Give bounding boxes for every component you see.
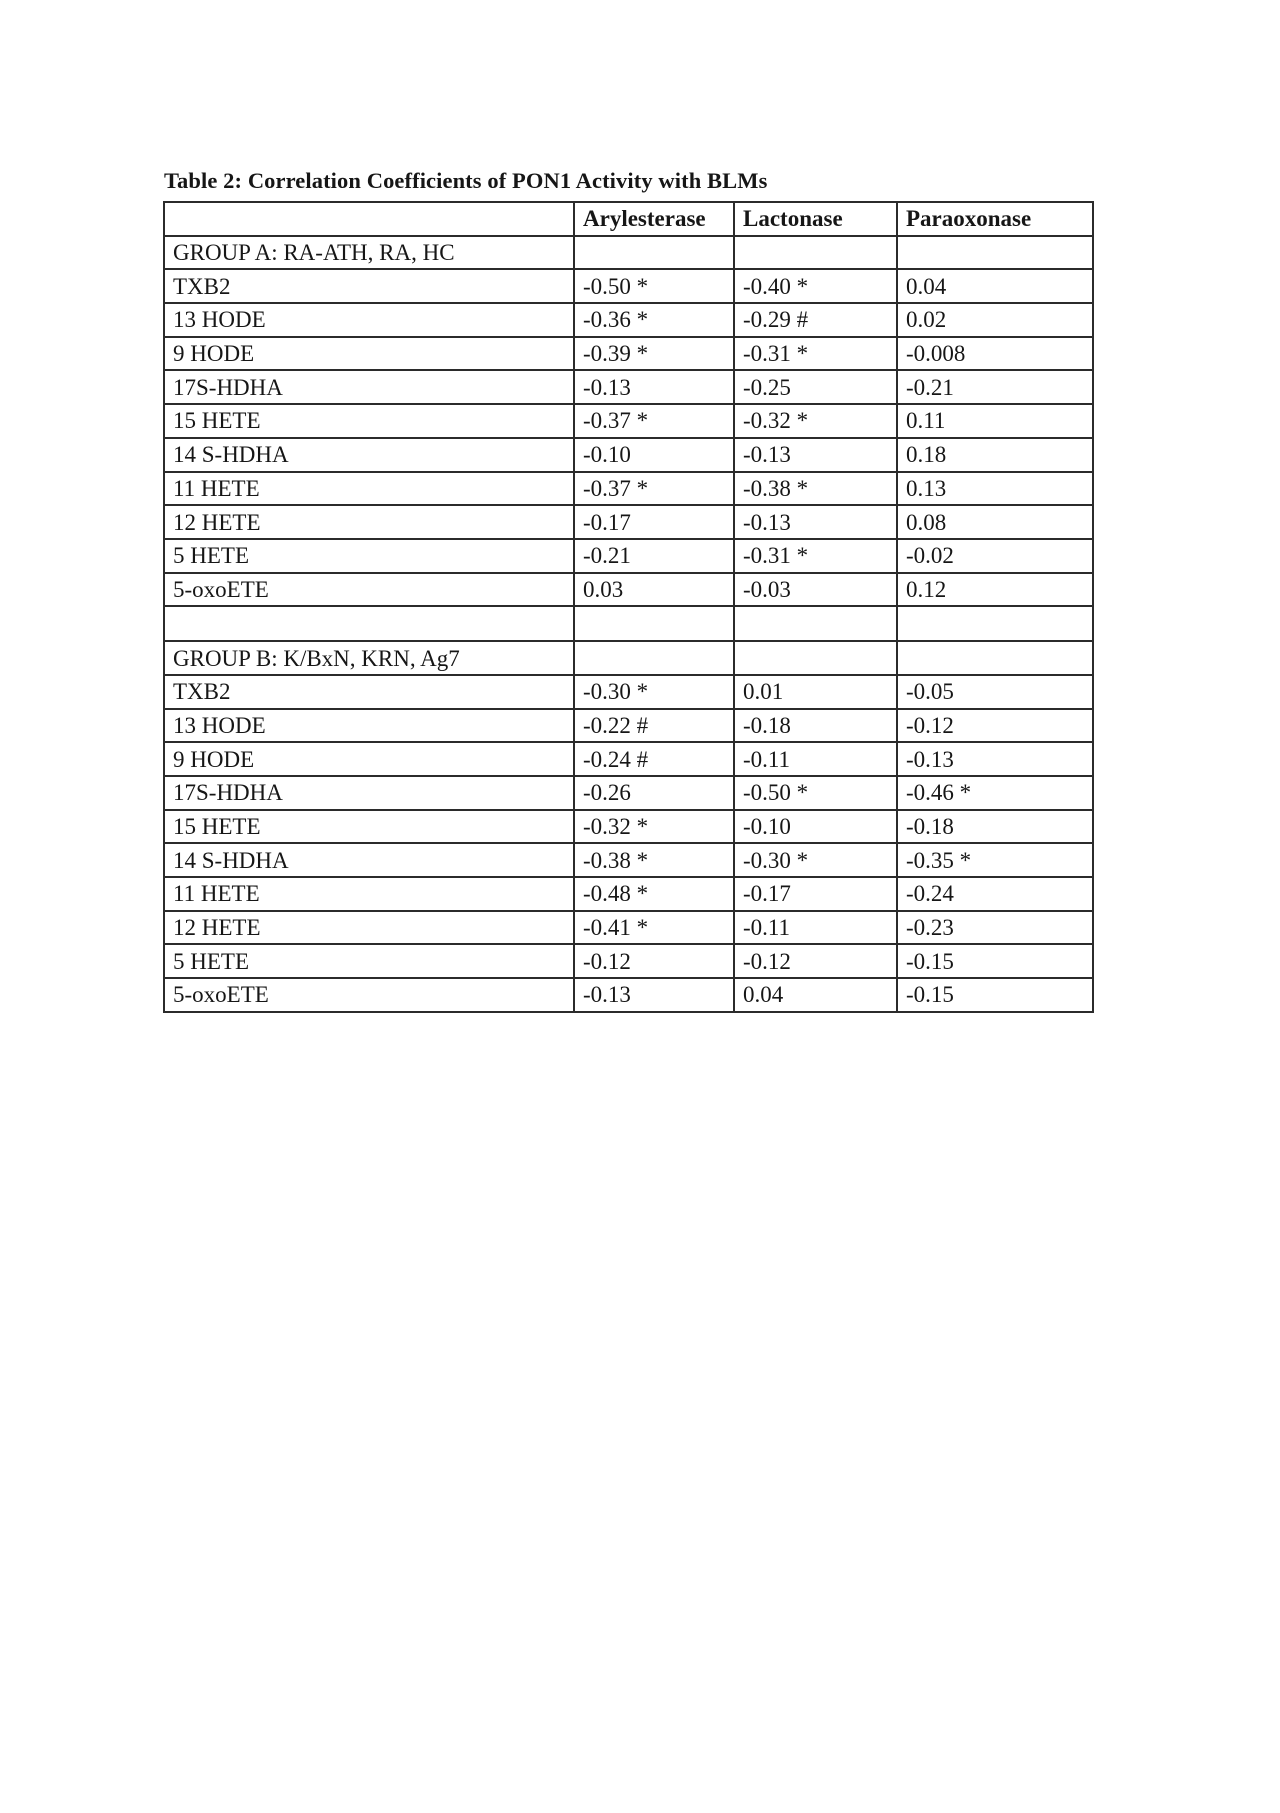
empty-cell	[897, 606, 1093, 641]
value-cell: -0.30 *	[574, 675, 734, 709]
value-cell: -0.15	[897, 944, 1093, 978]
row-label: 11 HETE	[164, 877, 574, 911]
row-label: 5-oxoETE	[164, 978, 574, 1012]
value-cell: 0.03	[574, 573, 734, 607]
value-cell: -0.31 *	[734, 337, 897, 371]
column-header-row	[164, 202, 1093, 236]
value-cell: -0.46 *	[897, 776, 1093, 810]
value-cell: -0.18	[897, 810, 1093, 844]
value-cell: -0.11	[734, 911, 897, 945]
table-row	[164, 776, 1093, 810]
value-cell: -0.21	[897, 370, 1093, 404]
value-cell: 0.18	[897, 438, 1093, 472]
empty-cell	[897, 641, 1093, 675]
empty-cell	[734, 641, 897, 675]
value-cell: -0.48 *	[574, 877, 734, 911]
empty-cell	[574, 641, 734, 675]
value-cell: -0.12	[574, 944, 734, 978]
empty-cell	[164, 606, 574, 641]
value-cell: -0.37 *	[574, 404, 734, 438]
value-cell: -0.02	[897, 539, 1093, 573]
column-header-lactonase: Lactonase	[734, 202, 897, 236]
group-header-row	[164, 641, 1093, 675]
empty-cell	[574, 606, 734, 641]
table-row	[164, 505, 1093, 539]
value-cell: -0.32 *	[574, 810, 734, 844]
value-cell: -0.13	[734, 438, 897, 472]
column-header-arylesterase: Arylesterase	[574, 202, 734, 236]
value-cell: -0.50 *	[734, 776, 897, 810]
table-row	[164, 675, 1093, 709]
row-label: TXB2	[164, 269, 574, 303]
value-cell: -0.10	[734, 810, 897, 844]
value-cell: -0.37 *	[574, 472, 734, 506]
table-row	[164, 810, 1093, 844]
row-label: 9 HODE	[164, 337, 574, 371]
row-label: 13 HODE	[164, 303, 574, 337]
value-cell: -0.35 *	[897, 843, 1093, 877]
row-label: 11 HETE	[164, 472, 574, 506]
value-cell: -0.15	[897, 978, 1093, 1012]
row-label: 5 HETE	[164, 944, 574, 978]
value-cell: -0.11	[734, 742, 897, 776]
row-label: 17S-HDHA	[164, 370, 574, 404]
table-row	[164, 404, 1093, 438]
row-label: 14 S-HDHA	[164, 438, 574, 472]
value-cell: -0.12	[734, 944, 897, 978]
value-cell: -0.10	[574, 438, 734, 472]
row-label: 12 HETE	[164, 505, 574, 539]
value-cell: -0.18	[734, 709, 897, 743]
table-row	[164, 303, 1093, 337]
row-label: 5-oxoETE	[164, 573, 574, 607]
value-cell: 0.13	[897, 472, 1093, 506]
value-cell: -0.39 *	[574, 337, 734, 371]
group-header-label: GROUP A: RA-ATH, RA, HC	[164, 236, 574, 270]
table-row	[164, 337, 1093, 371]
table-row	[164, 438, 1093, 472]
row-label: TXB2	[164, 675, 574, 709]
value-cell: -0.29 #	[734, 303, 897, 337]
value-cell: -0.13	[897, 742, 1093, 776]
value-cell: -0.31 *	[734, 539, 897, 573]
value-cell: -0.24 #	[574, 742, 734, 776]
table-body	[164, 236, 1093, 1012]
group-header-row	[164, 236, 1093, 270]
empty-cell	[897, 236, 1093, 270]
correlation-table	[163, 201, 1094, 1013]
value-cell: -0.22 #	[574, 709, 734, 743]
table-row	[164, 269, 1093, 303]
value-cell: -0.17	[574, 505, 734, 539]
value-cell: 0.11	[897, 404, 1093, 438]
table-title: Table 2: Correlation Coefficients of PON1 Activity with BLMs	[164, 168, 768, 193]
column-header-blank	[164, 202, 574, 236]
table-row	[164, 843, 1093, 877]
table-row	[164, 709, 1093, 743]
value-cell: -0.13	[734, 505, 897, 539]
value-cell: 0.08	[897, 505, 1093, 539]
row-label: 12 HETE	[164, 911, 574, 945]
value-cell: -0.13	[574, 978, 734, 1012]
value-cell: -0.13	[574, 370, 734, 404]
value-cell: -0.03	[734, 573, 897, 607]
row-label: 14 S-HDHA	[164, 843, 574, 877]
value-cell: 0.12	[897, 573, 1093, 607]
value-cell: -0.50 *	[574, 269, 734, 303]
value-cell: -0.32 *	[734, 404, 897, 438]
value-cell: -0.12	[897, 709, 1093, 743]
value-cell: -0.17	[734, 877, 897, 911]
value-cell: 0.01	[734, 675, 897, 709]
table-row	[164, 877, 1093, 911]
empty-cell	[574, 236, 734, 270]
row-label: 15 HETE	[164, 810, 574, 844]
value-cell: -0.008	[897, 337, 1093, 371]
table-row	[164, 978, 1093, 1012]
value-cell: -0.38 *	[574, 843, 734, 877]
column-header-paraoxonase: Paraoxonase	[897, 202, 1093, 236]
value-cell: -0.25	[734, 370, 897, 404]
table-row	[164, 370, 1093, 404]
value-cell: -0.30 *	[734, 843, 897, 877]
value-cell: -0.23	[897, 911, 1093, 945]
value-cell: 0.02	[897, 303, 1093, 337]
row-label: 15 HETE	[164, 404, 574, 438]
value-cell: -0.21	[574, 539, 734, 573]
table-row	[164, 472, 1093, 506]
empty-cell	[734, 606, 897, 641]
value-cell: 0.04	[734, 978, 897, 1012]
table-row	[164, 539, 1093, 573]
value-cell: -0.36 *	[574, 303, 734, 337]
row-label: 17S-HDHA	[164, 776, 574, 810]
value-cell: -0.05	[897, 675, 1093, 709]
table-row	[164, 573, 1093, 607]
value-cell: -0.26	[574, 776, 734, 810]
table-row	[164, 944, 1093, 978]
table-row	[164, 911, 1093, 945]
row-label: 13 HODE	[164, 709, 574, 743]
table-row	[164, 742, 1093, 776]
row-label: 5 HETE	[164, 539, 574, 573]
empty-cell	[734, 236, 897, 270]
group-header-label: GROUP B: K/BxN, KRN, Ag7	[164, 641, 574, 675]
value-cell: -0.41 *	[574, 911, 734, 945]
value-cell: -0.24	[897, 877, 1093, 911]
row-label: 9 HODE	[164, 742, 574, 776]
value-cell: -0.38 *	[734, 472, 897, 506]
value-cell: 0.04	[897, 269, 1093, 303]
value-cell: -0.40 *	[734, 269, 897, 303]
spacer-row	[164, 606, 1093, 641]
